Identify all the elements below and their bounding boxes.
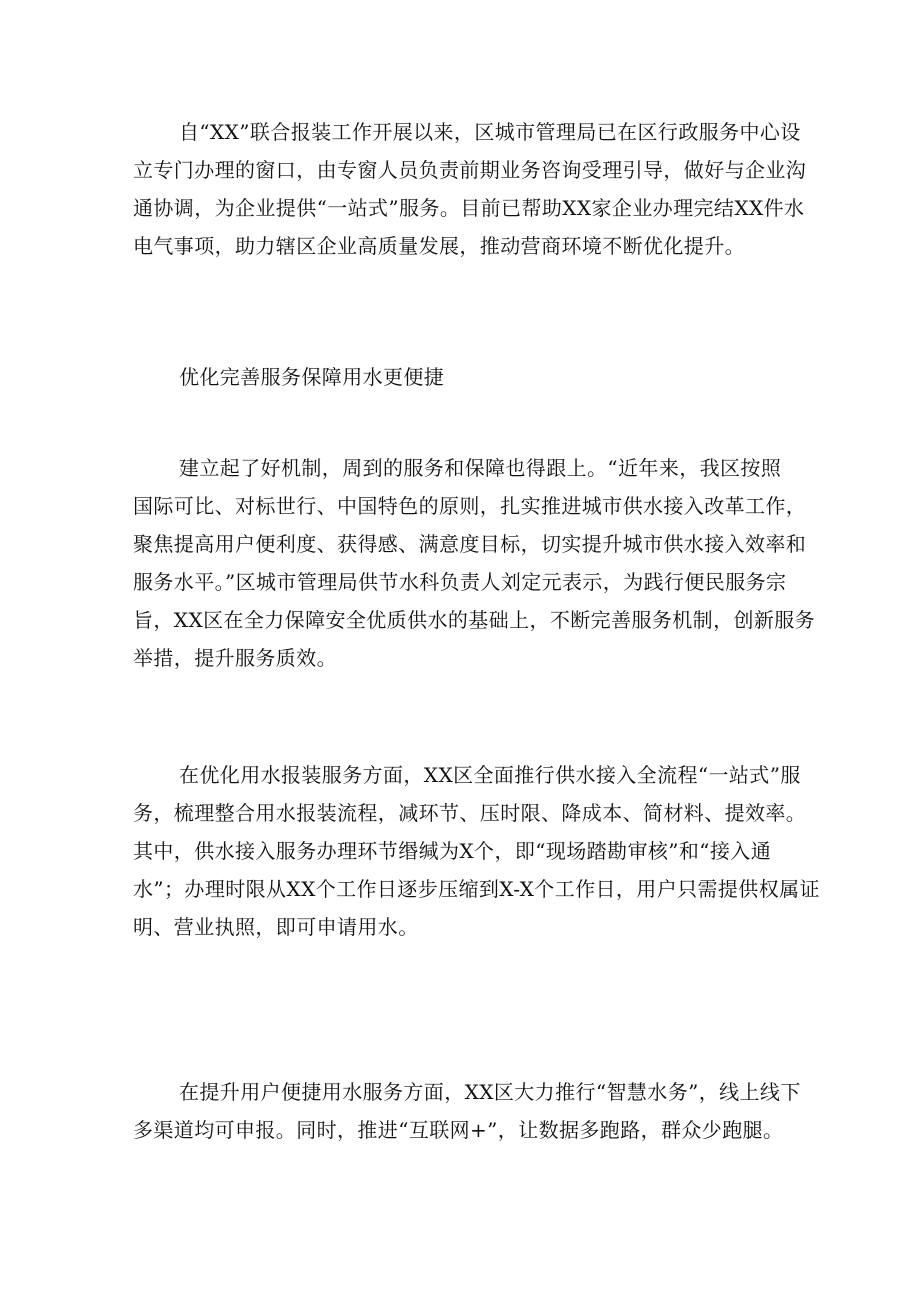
paragraph-line: 其中，供水接入服务办理环节缗缄为X个，即“现场踏勘审核”和“接入通 [133, 839, 772, 863]
paragraph-line: 在优化用水报装服务方面，XX区全面推行供水接入全流程“一站式”服 [179, 763, 801, 787]
paragraph-line: 立专门办理的窗口，由专窗人员负责前期业务咨询受理引导，做好与企业沟 [133, 158, 807, 182]
paragraph-smart-water [133, 1073, 801, 1149]
paragraph-line: 水”；办理时限从XX个工作日逐步压缩到X-X个工作日，用户只需提供权属证 [133, 877, 820, 901]
paragraph-water-application [133, 756, 820, 946]
paragraph-mechanism [133, 449, 816, 677]
paragraph-line: 在提升用户便捷用水服务方面，XX区大力推行“智慧水务”，线上线下 [179, 1080, 801, 1104]
section-heading: 优化完善服务保障用水更便捷 [179, 365, 445, 389]
paragraph-line: 举措，提升服务质效。 [133, 646, 337, 670]
paragraph-line: 电气事项，助力辖区企业高质量发展，推动营商环境不断优化提升。 [133, 234, 745, 258]
paragraph-line: 建立起了好机制，周到的服务和保障也得跟上。“近年来，我区按照 [179, 456, 782, 480]
paragraph-line: 国际可比、对标世行、中国特色的原则，扎实推进城市供水接入改革工作， [133, 494, 807, 518]
paragraph-line: 服务水平。”区城市管理局供节水科负责人刘定元表示，为践行便民服务宗 [133, 570, 787, 594]
paragraph-line: 聚焦提高用户便利度、获得感、满意度目标，切实提升城市供水接入效率和 [133, 532, 807, 556]
paragraph-line: 旨，XX区在全力保障安全优质供水的基础上，不断完善服务机制，创新服务 [133, 608, 816, 632]
paragraph-joint-application [133, 113, 807, 265]
paragraph-line: 多渠道均可申报。同时，推进“互联网+”，让数据多跑路，群众少跑腿。 [133, 1118, 784, 1142]
paragraph-line: 通协调，为企业提供“一站式”服务。目前已帮助XX家企业办理完结XX件水 [133, 196, 805, 220]
paragraph-line: 自“XX”联合报装工作开展以来，区城市管理局已在区行政服务中心设 [179, 120, 801, 144]
paragraph-line: 务，梳理整合用水报装流程，减环节、压时限、降成本、简材料、提效率。 [133, 801, 807, 825]
paragraph-line: 明、营业执照，即可申请用水。 [133, 915, 419, 939]
